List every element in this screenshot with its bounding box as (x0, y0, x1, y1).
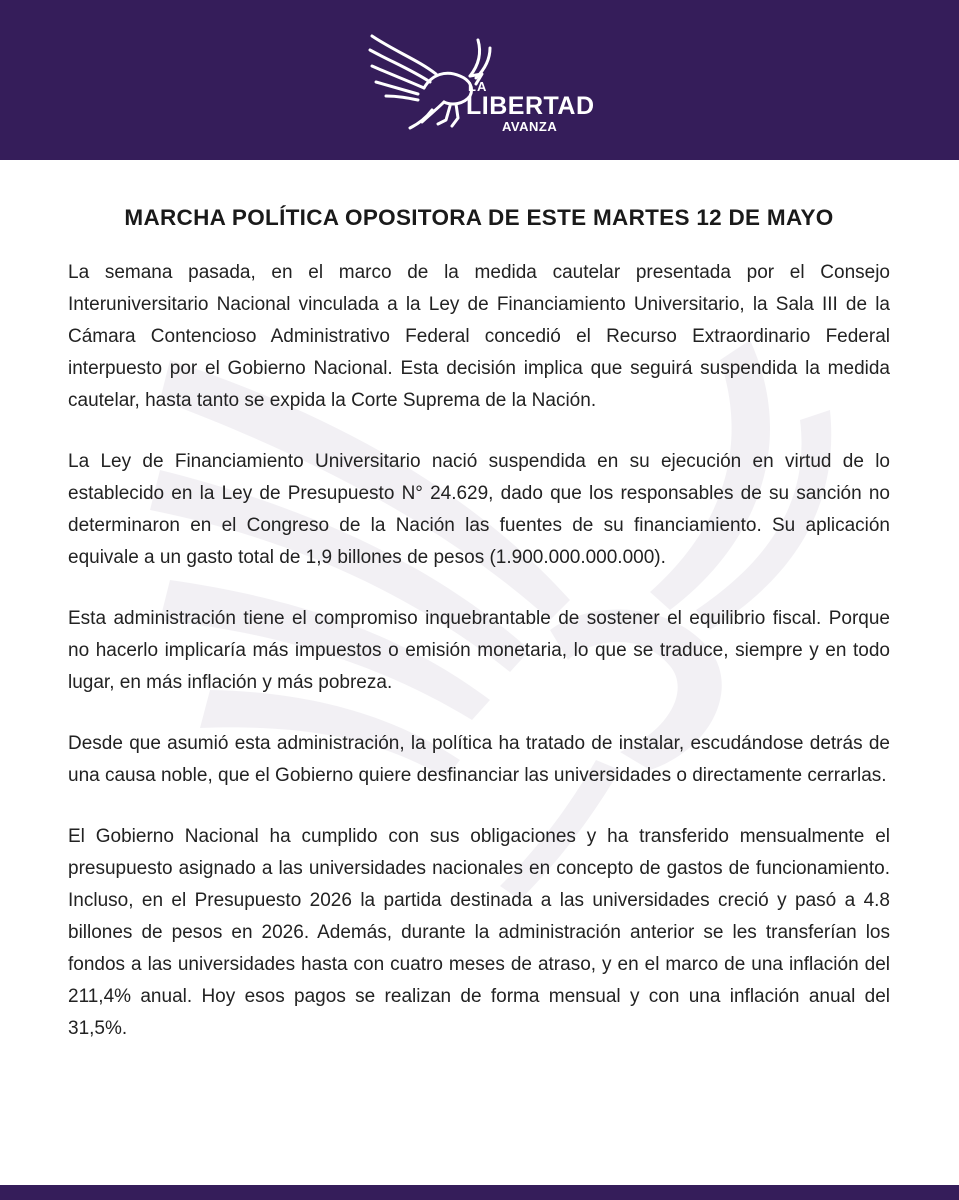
logo-line-la: LA (468, 79, 488, 94)
press-release (68, 205, 890, 1074)
document-title: MARCHA POLÍTICA OPOSITORA DE ESTE MARTES 12 DE MAYO (124, 205, 834, 230)
paragraph-4: Desde que asumió esta administración, la política ha tratado de instalar, escudándose detrás de una causa noble, que el Gobierno quiere desfinanciar las universidades o directamente cerrarlas. (68, 733, 890, 786)
logo-line-libertad: LIBERTAD (466, 92, 595, 120)
paragraph-3: Esta administración tiene el compromiso inquebrantable de sostener el equilibrio fiscal. Porque no hacerlo implicaría más impuestos o emisión monetaria, lo que se traduce, siempre y en todo lugar, en más inflación y más pobreza. (68, 608, 890, 693)
header-bar (0, 0, 959, 160)
logo-line-avanza: AVANZA (502, 119, 558, 134)
paragraph-2: La Ley de Financiamiento Universitario nació suspendida en su ejecución en virtud de lo establecido en la Ley de Presupuesto N° 24.629, dado que los responsables de su sanción no determinaron en el Congreso de la Nación las fuentes de su financiamiento. Su aplicación equivale a un gasto total de 1,9 billones de pesos (1.900.000.000.000). (68, 451, 890, 568)
paragraph-5: El Gobierno Nacional ha cumplido con sus obligaciones y ha transferido mensualmente el presupuesto asignado a las universidades nacionales en concepto de gastos de funcionamiento. Incluso, en el Presupuesto 2026 la partida destinada a las universidades creció y pasó a 4.8 billones de pesos en 2026. Además, durante la administración anterior se les transferían los fondos a las universidades hasta con cuatro meses de atraso, y en el marco de una inflación del 211,4% anual. Hoy esos pagos se realizan de forma mensual y con una inflación anual del 31,5%. (68, 826, 890, 1039)
party-logo (366, 30, 596, 134)
footer-bar (0, 1185, 959, 1200)
paragraph-1: La semana pasada, en el marco de la medida cautelar presentada por el Consejo Interuniversitario Nacional vinculada a la Ley de Financiamiento Universitario, la Sala III de la Cámara Contencioso Administrativo Federal concedió el Recurso Extraordinario Federal interpuesto por el Gobierno Nacional. Esta decisión implica que seguirá suspendida la medida cautelar, hasta tanto se expida la Corte Suprema de la Nación. (68, 262, 890, 411)
